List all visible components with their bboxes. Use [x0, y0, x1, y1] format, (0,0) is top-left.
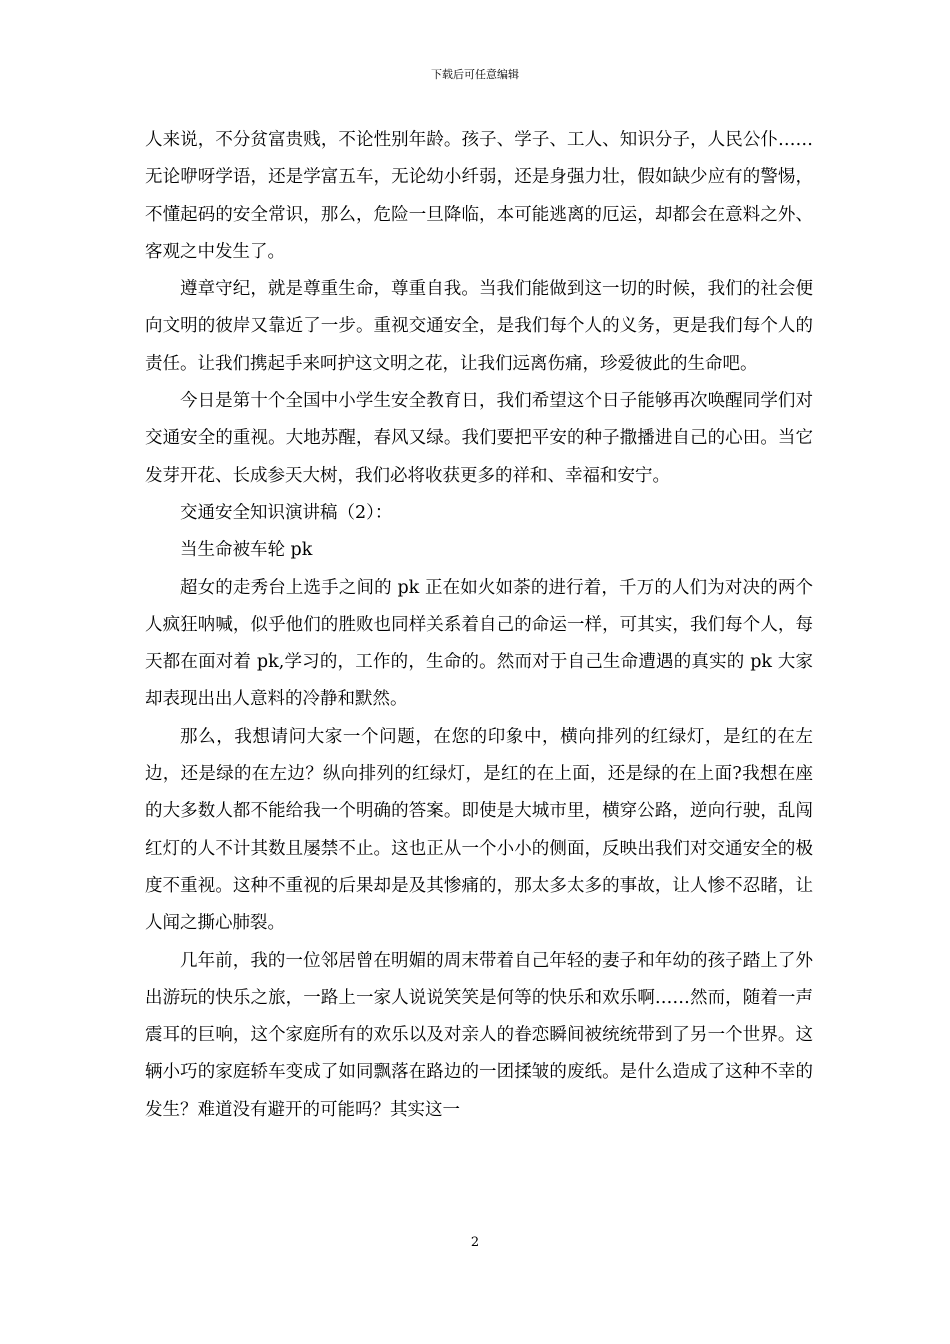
- section-subtitle: 当生命被车轮 pk: [180, 540, 313, 561]
- paragraph-3: 今日是第十个全国中小学生安全教育日，我们希望这个日子能够再次唤醒同学们对交通安全的重视。大地苏醒，春风又绿。我们要把平安的种子撒播进自己的心田。当它发芽开花、长成参天大树，我们必将收获更多的祥和、幸福和安宁。: [145, 391, 813, 486]
- paragraph-5: 那么，我想请问大家一个问题，在您的印象中，横向排列的红绿灯，是红的在左边，还是绿的在左边？纵向排列的红绿灯，是红的在上面，还是绿的在上面?我想在座的大多数人都不能给我一个明确的答案。即使是大城市里，横穿公路，逆向行驶，乱闯红灯的人不计其数且屡禁不止。这也正从一个小小的侧面，反映出我们对交通安全的极度不重视。这种不重视的后果却是及其惨痛的，那太多太多的事故，让人惨不忍睹，让人闻之撕心肺裂。: [145, 726, 813, 934]
- section-heading: 交通安全知识演讲稿（2）：: [180, 502, 393, 523]
- paragraph-4: 超女的走秀台上选手之间的 pk 正在如火如荼的进行着，千万的人们为对决的两个人疯狂呐喊，似乎他们的胜败也同样关系着自己的命运一样，可其实，我们每个人，每天都在面对着 pk,学习的，工作的，生命的。然而对于自己生命遭遇的真实的 pk 大家却表现出出人意料的冷静和默然。: [145, 577, 813, 710]
- page-number: 2: [470, 1235, 480, 1250]
- page-header: 下载后可任意编辑: [431, 68, 519, 81]
- paragraph-1: 人来说，不分贫富贵贱，不论性别年龄。孩子、学子、工人、知识分子，人民公仆……无论咿呀学语，还是学富五车，无论幼小纤弱，还是身强力壮，假如缺少应有的警惕，不懂起码的安全常识，那么，危险一旦降临，本可能逃离的厄运，却都会在意料之外、客观之中发生了。: [145, 130, 813, 262]
- document-body: [145, 122, 813, 1129]
- paragraph-2: 遵章守纪，就是尊重生命，尊重自我。当我们能做到这一切的时候，我们的社会便向文明的彼岸又靠近了一步。重视交通安全，是我们每个人的义务，更是我们每个人的责任。让我们携起手来呵护这文明之花，让我们远离伤痛，珍爱彼此的生命吧。: [145, 279, 813, 374]
- paragraph-6: 几年前，我的一位邻居曾在明媚的周末带着自己年轻的妻子和年幼的孩子踏上了外出游玩的快乐之旅，一路上一家人说说笑笑是何等的快乐和欢乐啊……然而，随着一声震耳的巨响，这个家庭所有的欢乐以及对亲人的眷恋瞬间被统统带到了另一个世界。这辆小巧的家庭轿车变成了如同飘落在路边的一团揉皱的废纸。是什么造成了这种不幸的发生？难道没有避开的可能吗？其实这一: [145, 950, 813, 1120]
